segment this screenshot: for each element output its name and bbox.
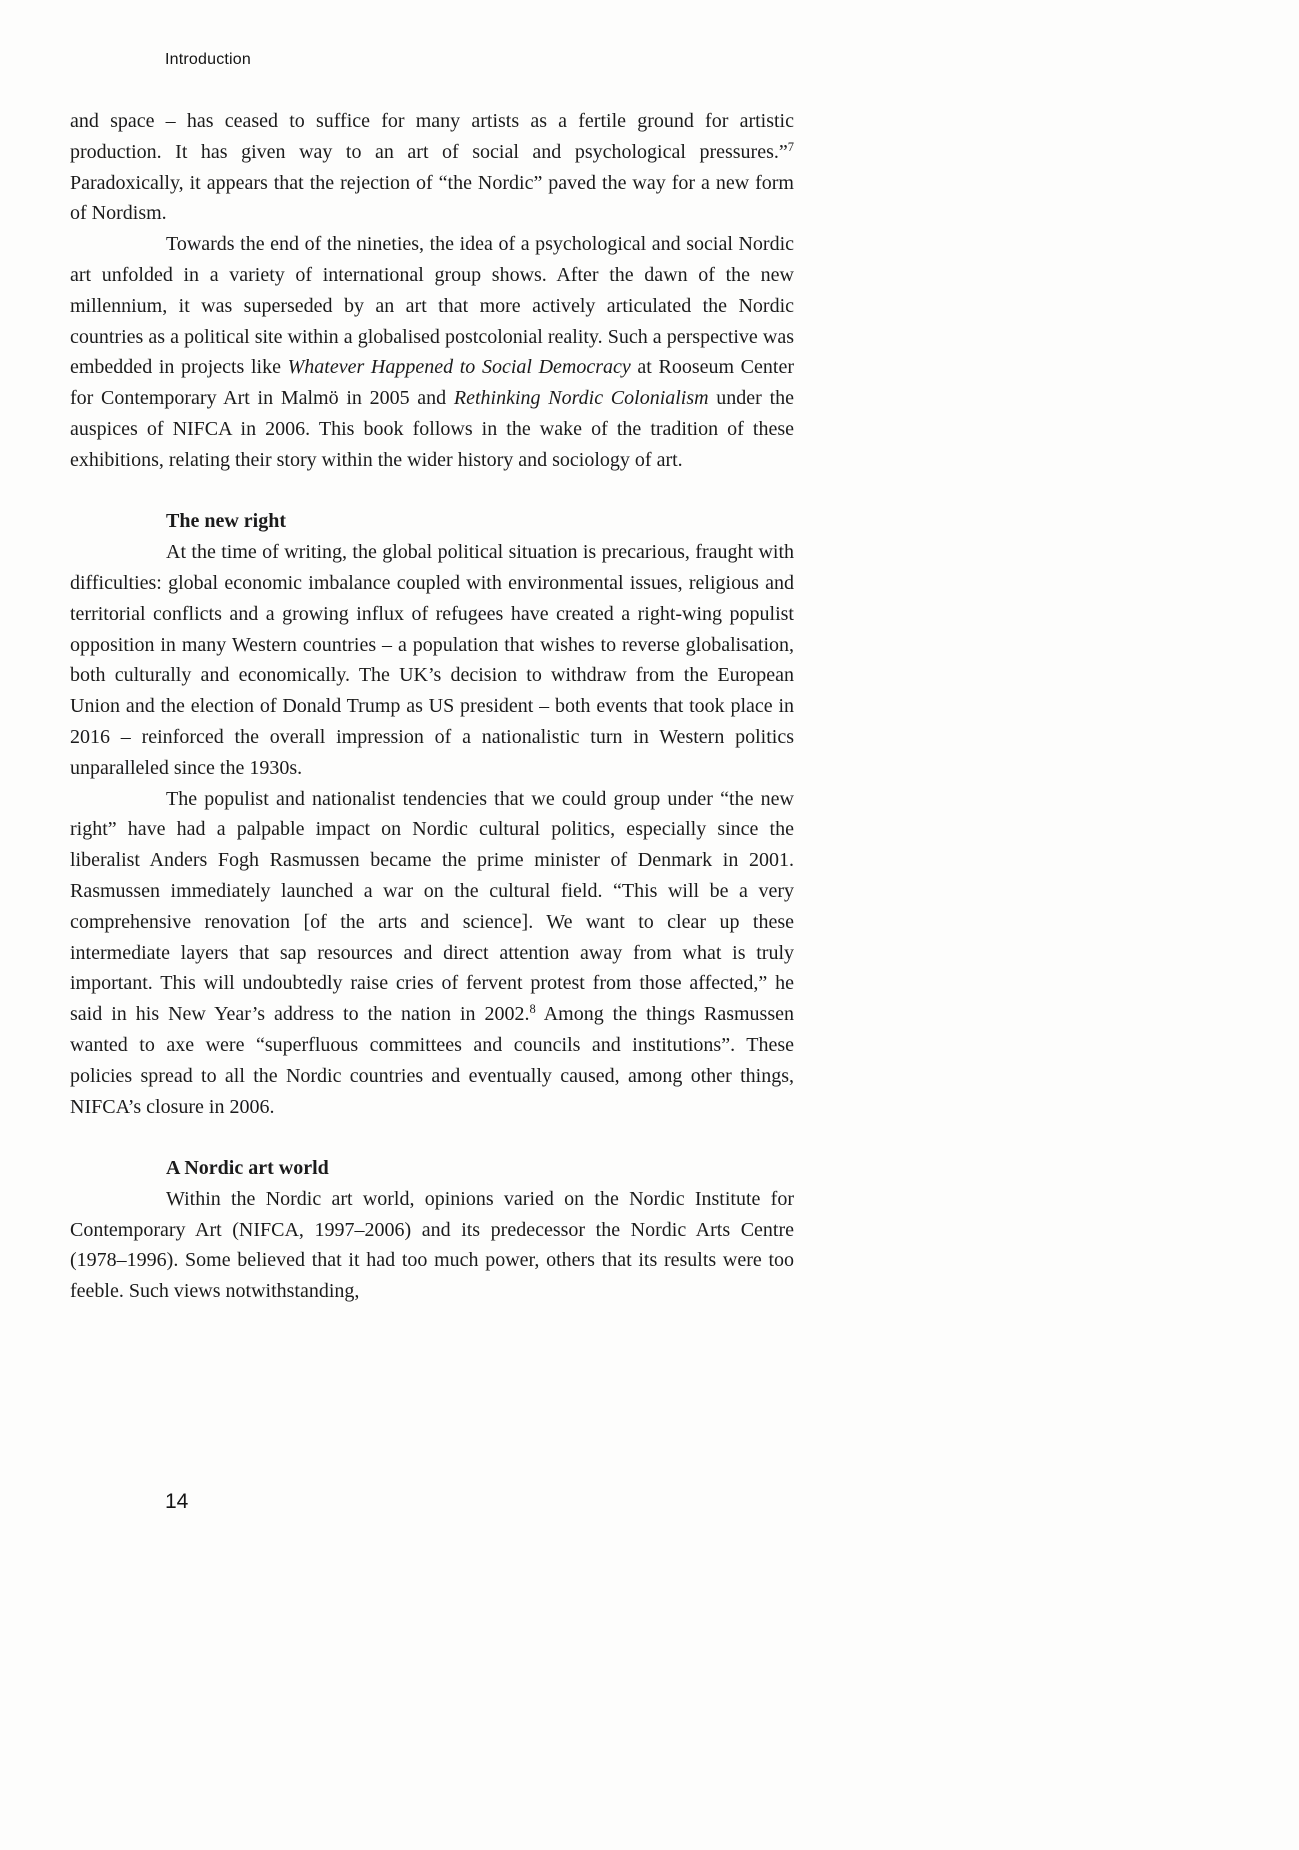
text-run: At the time of writing, the global political situation is precarious, fraught with difficulties: global economic imbalance coupled with environmental issues, religious and territorial conflicts and a growing influx of refugees have created a right-wing populist opposition in many Western countries – a population that wishes to reverse globalisation, both culturally and economically. The UK’s decision to withdraw from the European Union and the election of Donald Trump as US president – both events that took place in 2016 – reinforced the overall impression of a nationalistic turn in Western politics unparalleled since the 1930s. [70, 541, 794, 779]
paragraph-continuation [70, 106, 794, 229]
italic-book-title: Whatever Happened to Social Democracy [287, 356, 631, 379]
text-run: Towards the end of the nineties, the idea of a psychological and social Nordic art unfolded in a variety of international group shows. After the dawn of the new millennium, it was superseded by an art that more actively articulated the Nordic countries as a political site within a globalised postcolonial reality. Such a perspective was embedded in projects like [70, 233, 794, 379]
text-run: under the auspices of NIFCA in 2006. This book follows in the wake of the tradition of these exhibitions, relating their story within the wider history and sociology of art. [70, 387, 794, 471]
paragraph-at-the-time-of-writing [70, 537, 794, 783]
paragraph-within-nordic-art-world [70, 1184, 794, 1307]
paragraph-towards-the-end-of-nineties [70, 229, 794, 475]
text-run: Among the things Rasmussen wanted to axe were “superfluous committees and councils and institutions”. These policies spread to all the Nordic countries and eventually caused, among other things, NIFCA’s closure in 2006. [70, 1003, 795, 1118]
italic-book-title: Rethinking Nordic Colonialism [453, 387, 709, 410]
section-heading-the-new-right: The new right [166, 510, 286, 533]
text-run: The populist and nationalist tendencies that we could group under “the new right” have had a palpable impact on Nordic cultural politics, especially since the liberalist Anders Fogh Rasmussen became the prime minister of Denmark in 2001. Rasmussen immediately launched a war on the cultural field. “This will be a very comprehensive renovation [of the arts and science]. We want to clear up these intermediate layers that sap resources and direct attention away from what is truly important. This will undoubtedly raise cries of fervent protest from those affected,” he said in his New Year’s address to the nation in 2002. [70, 787, 794, 1026]
text-run: Within the Nordic art world, opinions varied on the Nordic Institute for Contemporary Art (NIFCA, 1997–2006) and its predecessor the Nordic Arts Centre (1978–1996). Some believed that it had too much power, others that its results were too feeble. Such views notwithstanding, [70, 1187, 794, 1303]
running-header: Introduction [165, 51, 252, 68]
section-heading-a-nordic-art-world: A Nordic art world [166, 1157, 329, 1180]
paragraph-the-populist-tendencies [70, 784, 794, 1123]
text-run: Paradoxically, it appears that the rejection of “the Nordic” paved the way for a new form of Nordism. [70, 171, 794, 225]
text-run: and space – has ceased to suffice for many artists as a fertile ground for artistic production. It has given way to an art of social and psychological pressures.” [70, 110, 794, 163]
text-run: at Rooseum Center for Contemporary Art in Malmö in 2005 and [70, 356, 794, 410]
text-block [70, 106, 794, 1307]
footnote-reference-7: 7 [787, 139, 794, 154]
footnote-reference-8: 8 [529, 1002, 536, 1017]
page-number: 14 [165, 1490, 189, 1513]
